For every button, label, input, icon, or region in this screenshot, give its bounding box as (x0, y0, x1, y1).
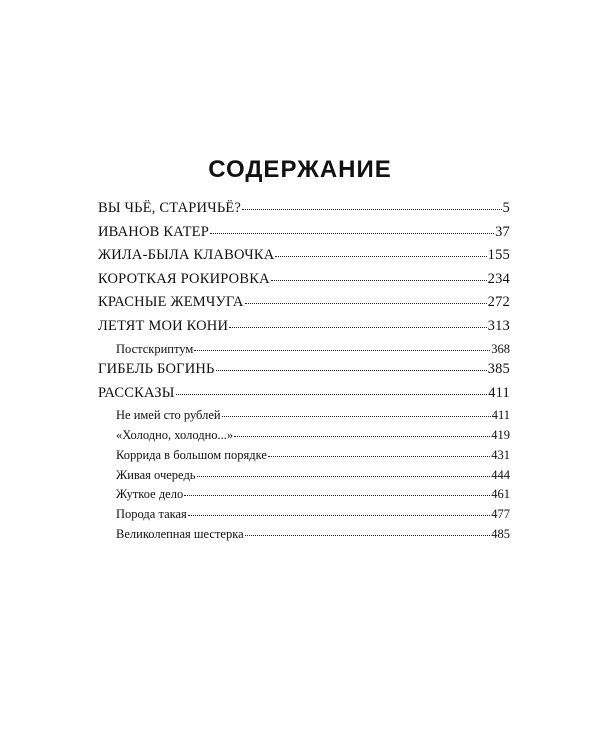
page-title: СОДЕРЖАНИЕ (208, 156, 392, 183)
toc-subentry[interactable] (116, 507, 510, 527)
toc-entry-title: ЖИЛА-БЫЛА КЛАВОЧКА (98, 247, 275, 264)
toc-entry-title: Не имей сто рублей (116, 408, 221, 423)
toc-entry-page: 485 (491, 526, 510, 541)
toc-entry[interactable] (98, 271, 510, 295)
toc-entry-page: 477 (491, 506, 510, 521)
dot-leader (271, 280, 487, 281)
toc-entry[interactable] (98, 200, 510, 224)
dot-leader (234, 436, 490, 437)
dot-leader (197, 476, 491, 477)
dot-leader (176, 394, 488, 395)
toc-subentry[interactable] (116, 342, 510, 362)
toc-entry-title: «Холодно, холодно...» (116, 428, 234, 443)
toc-entry[interactable] (98, 294, 510, 318)
toc-entry-title: КРАСНЫЕ ЖЕМЧУГА (98, 294, 244, 311)
toc-entry-page: 431 (491, 447, 510, 462)
toc-entry-page: 444 (491, 467, 510, 482)
toc-entry-title: КОРОТКАЯ РОКИРОВКА (98, 270, 270, 287)
dot-leader (216, 370, 487, 371)
dot-leader (194, 350, 490, 351)
toc-entry-page: 368 (491, 341, 510, 356)
dot-leader (184, 495, 490, 496)
dot-leader (245, 535, 491, 536)
toc-entry-title: Великолепная шестерка (116, 526, 244, 541)
toc-entry-title: Порода такая (116, 506, 187, 521)
toc-entry[interactable] (98, 318, 510, 342)
toc-subentry[interactable] (116, 527, 510, 547)
toc-entry[interactable] (98, 361, 510, 385)
toc-subentry[interactable] (116, 487, 510, 507)
toc-subentry[interactable] (116, 468, 510, 488)
toc-entry-title: Жуткое дело (116, 487, 184, 502)
toc-entry-title: ГИБЕЛЬ БОГИНЬ (98, 361, 215, 378)
dot-leader (245, 303, 487, 304)
toc-entry-page: 419 (491, 428, 510, 443)
toc-entry-page: 37 (495, 223, 510, 240)
toc-entry[interactable] (98, 224, 510, 248)
dot-leader (210, 233, 494, 234)
toc-entry-title: ВЫ ЧЬЁ, СТАРИЧЬЁ? (98, 200, 242, 216)
toc-subentry[interactable] (116, 428, 510, 448)
toc-entry-page: 461 (491, 487, 510, 502)
dot-leader (222, 416, 491, 417)
toc-entry-title: ЛЕТЯТ МОИ КОНИ (98, 317, 229, 334)
table-of-contents (98, 200, 510, 546)
toc-entry-title: Коррида в большом порядке (116, 447, 267, 462)
toc-entry[interactable] (98, 385, 510, 409)
toc-entry-page: 385 (487, 361, 510, 378)
toc-entry-page: 411 (488, 384, 510, 401)
toc-entry-title: ИВАНОВ КАТЕР (98, 223, 209, 240)
toc-entry-title: Постскриптум (116, 341, 194, 356)
dot-leader (188, 515, 490, 516)
dot-leader (229, 327, 487, 328)
dot-leader (268, 456, 490, 457)
toc-entry-page: 155 (487, 247, 510, 264)
toc-entry-page: 234 (487, 270, 510, 287)
toc-entry-title: Живая очередь (116, 467, 196, 482)
toc-entry-page: 411 (491, 408, 510, 423)
toc-entry-page: 313 (487, 317, 510, 334)
dot-leader (275, 256, 486, 257)
toc-entry-page: 5 (502, 200, 510, 216)
toc-subentry[interactable] (116, 408, 510, 428)
toc-subentry[interactable] (116, 448, 510, 468)
toc-entry[interactable] (98, 247, 510, 271)
dot-leader (242, 209, 501, 210)
toc-entry-page: 272 (487, 294, 510, 311)
toc-entry-title: РАССКАЗЫ (98, 384, 175, 401)
